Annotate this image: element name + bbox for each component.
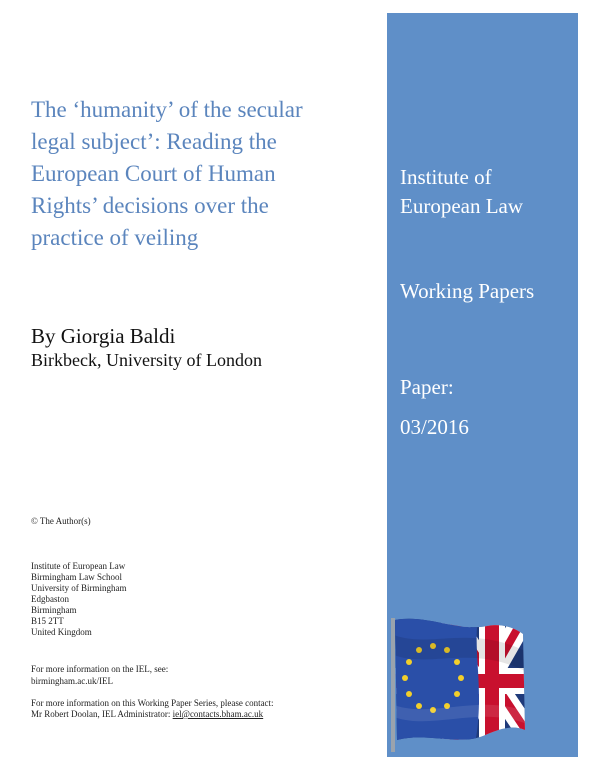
title-line: Rights’ decisions over the [31,193,269,218]
address-line: B15 2TT [31,616,64,626]
contact-details [31,709,263,720]
address-block [31,561,127,638]
address-line: Birmingham Law School [31,572,122,582]
info-line: For more information on the IEL, see: [31,664,169,674]
author-byline: By Giorgia Baldi [31,324,176,348]
eu-uk-flag-icon [387,612,527,754]
contact-line: For more information on this Working Paper Series, please contact: [31,698,274,708]
sidebar-series: Working Papers [400,279,535,303]
address-line: Birmingham [31,605,77,615]
address-line: United Kingdom [31,627,92,637]
address-line: Institute of European Law [31,561,126,571]
info-url-link[interactable]: birmingham.ac.uk/IEL [31,676,113,686]
contact-prefix: Mr Robert Doolan, IEL Administrator: [31,709,173,719]
contact-email-link[interactable]: iel@contacts.bham.ac.uk [172,709,264,719]
sidebar-paper-label: Paper: [400,375,454,399]
title-line: European Court of Human [31,161,276,186]
author-affiliation: Birkbeck, University of London [31,350,262,370]
sidebar-paper-number: 03/2016 [400,415,469,439]
title-line: legal subject’: Reading the [31,129,277,154]
address-line: Edgbaston [31,594,69,604]
title-line: practice of veiling [31,225,199,250]
title-line: The ‘humanity’ of the secular [31,97,303,122]
sidebar-institute-line1: Institute of [400,165,492,189]
address-line: University of Birmingham [31,583,127,593]
sidebar-institute-line2: European Law [400,194,524,218]
copyright-notice: © The Author(s) [31,516,91,526]
paper-title [31,94,376,254]
